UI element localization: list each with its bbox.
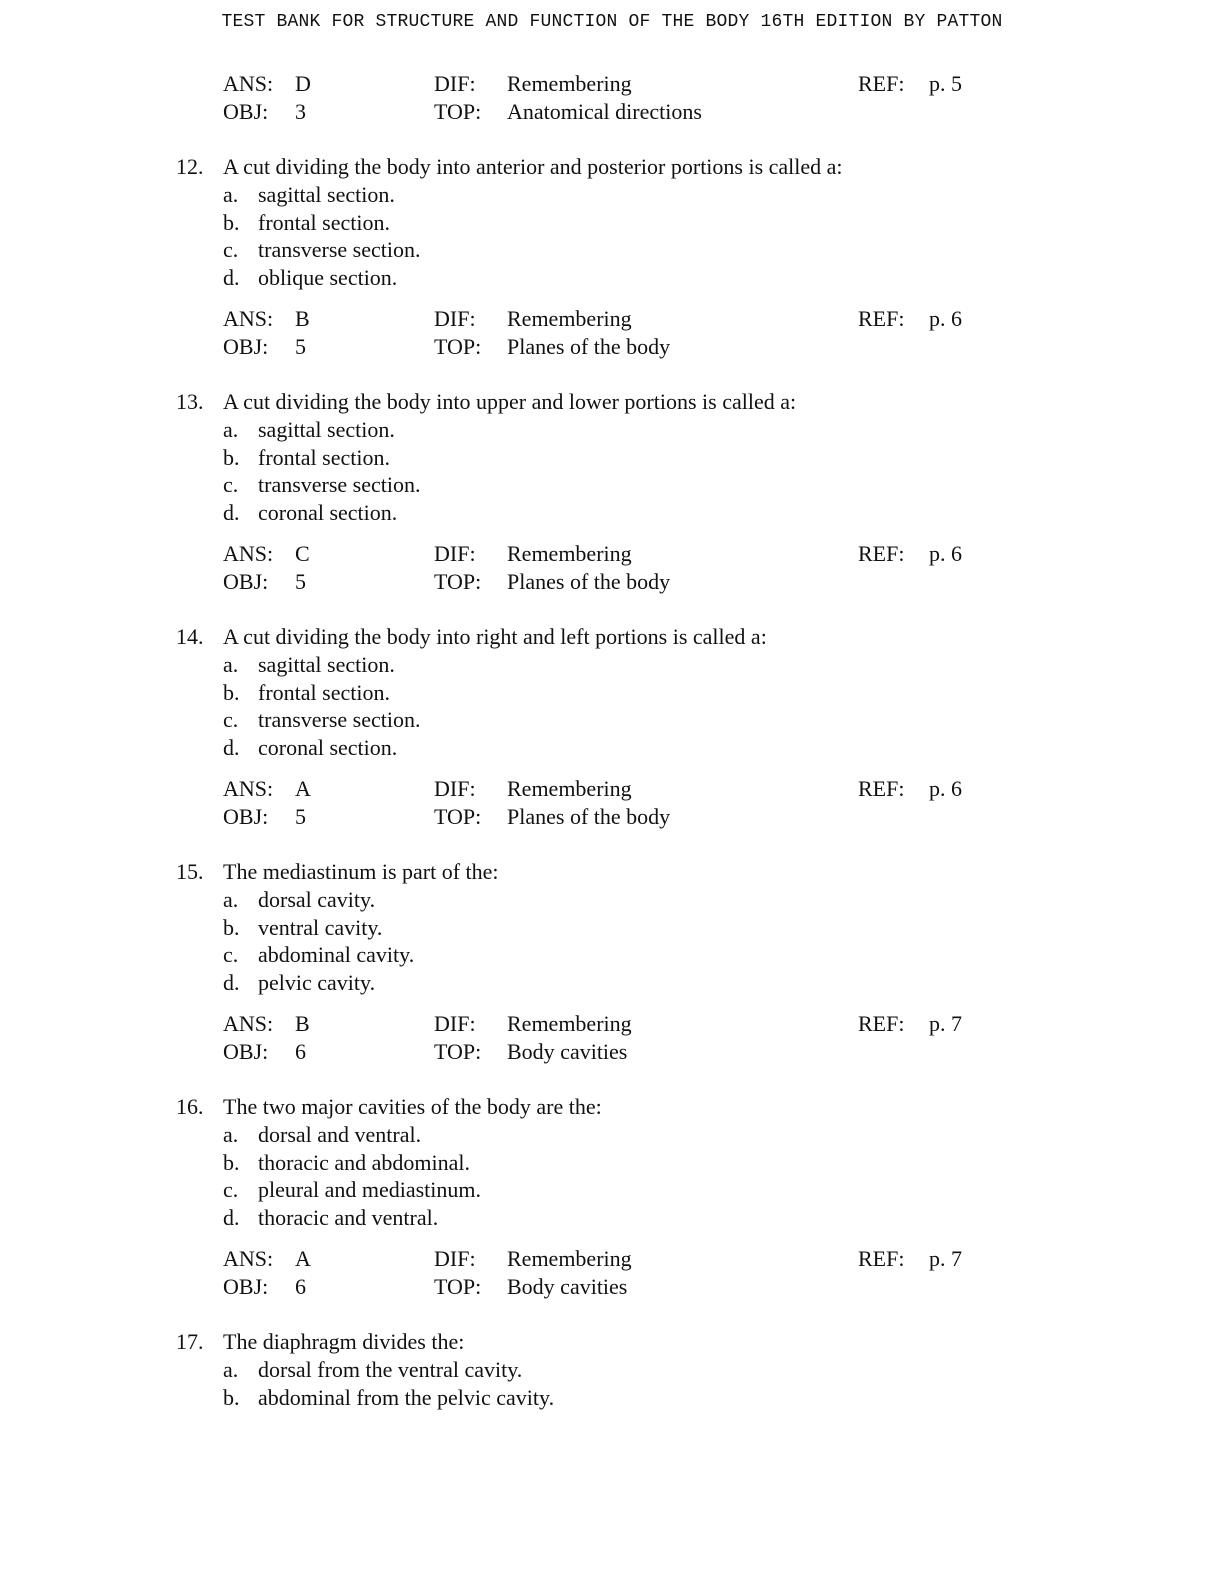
obj-value: 5 — [295, 334, 306, 359]
option-c — [0, 1176, 1224, 1204]
answer-meta — [223, 1245, 983, 1301]
option-letter: d. — [223, 969, 240, 995]
top-value: Planes of the body — [507, 334, 671, 359]
option-letter: b. — [223, 209, 240, 235]
option-c — [0, 471, 1224, 499]
dif-value: Remembering — [507, 776, 632, 801]
question-number: 16. — [176, 1094, 204, 1119]
obj-label: OBJ: — [223, 569, 269, 594]
ans-label: ANS: — [223, 776, 274, 801]
dif-value: Remembering — [507, 1246, 632, 1271]
option-letter: b. — [223, 914, 240, 940]
option-d — [0, 734, 1224, 762]
option-letter: d. — [223, 264, 240, 290]
meta-row-2 — [223, 1038, 983, 1066]
option-letter: a. — [223, 182, 239, 207]
option-letter: d. — [223, 734, 240, 760]
option-letter: a. — [223, 417, 239, 442]
obj-value: 5 — [295, 804, 306, 829]
ref-value: p. 7 — [929, 1011, 962, 1036]
top-label: TOP: — [434, 569, 482, 594]
option-text: frontal section. — [258, 444, 390, 470]
ans-value: A — [295, 1246, 311, 1271]
option-letter: b. — [223, 1149, 240, 1175]
option-text: sagittal section. — [258, 417, 395, 442]
option-text: dorsal cavity. — [258, 887, 376, 912]
question-12 — [0, 153, 1224, 361]
question-number: 15. — [176, 859, 204, 884]
top-label: TOP: — [434, 334, 482, 359]
option-c — [0, 941, 1224, 969]
obj-label: OBJ: — [223, 1274, 269, 1299]
meta-row-1 — [223, 540, 983, 568]
option-b — [0, 914, 1224, 942]
dif-label: DIF: — [434, 776, 476, 801]
obj-value: 5 — [295, 569, 306, 594]
question-line — [0, 1328, 1224, 1356]
question-stem: The mediastinum is part of the: — [223, 859, 499, 884]
ref-value: p. 6 — [929, 776, 962, 801]
question-13 — [0, 388, 1224, 596]
obj-label: OBJ: — [223, 804, 269, 829]
question-14 — [0, 623, 1224, 831]
option-b — [0, 444, 1224, 472]
option-text: thoracic and ventral. — [258, 1204, 439, 1230]
dif-value: Remembering — [507, 541, 632, 566]
question-stem: A cut dividing the body into anterior and posterior portions is called a: — [223, 154, 843, 179]
option-a — [0, 1121, 1224, 1149]
question-line — [0, 388, 1224, 416]
ans-value: D — [295, 71, 311, 96]
obj-label: OBJ: — [223, 334, 269, 359]
question-number: 14. — [176, 624, 204, 649]
question-stem: A cut dividing the body into upper and lower portions is called a: — [223, 389, 797, 414]
question-15 — [0, 858, 1224, 1066]
ref-label: REF: — [858, 541, 905, 566]
question-line — [0, 858, 1224, 886]
option-a — [0, 416, 1224, 444]
option-text: abdominal from the pelvic cavity. — [258, 1384, 555, 1410]
top-value: Planes of the body — [507, 569, 671, 594]
meta-row-2 — [223, 1273, 983, 1301]
ref-value: p. 7 — [929, 1246, 962, 1271]
meta-row-2 — [223, 98, 983, 126]
option-letter: a. — [223, 652, 239, 677]
dif-value: Remembering — [507, 71, 632, 96]
option-text: pleural and mediastinum. — [258, 1177, 481, 1202]
question-line — [0, 153, 1224, 181]
option-text: coronal section. — [258, 734, 398, 760]
dif-label: DIF: — [434, 306, 476, 331]
ref-label: REF: — [858, 1011, 905, 1036]
top-value: Body cavities — [507, 1274, 628, 1299]
answer-meta — [223, 305, 983, 361]
question-stem: The diaphragm divides the: — [223, 1329, 465, 1354]
obj-value: 6 — [295, 1274, 306, 1299]
document-body — [0, 70, 1224, 1411]
option-d — [0, 1204, 1224, 1232]
obj-label: OBJ: — [223, 99, 269, 124]
ans-label: ANS: — [223, 1011, 274, 1036]
dif-value: Remembering — [507, 306, 632, 331]
answer-meta-initial — [223, 70, 983, 126]
ref-value: p. 6 — [929, 541, 962, 566]
question-stem: The two major cavities of the body are the: — [223, 1094, 602, 1119]
top-label: TOP: — [434, 804, 482, 829]
dif-label: DIF: — [434, 71, 476, 96]
top-label: TOP: — [434, 1274, 482, 1299]
meta-row-2 — [223, 333, 983, 361]
meta-row-1 — [223, 70, 983, 98]
dif-label: DIF: — [434, 1011, 476, 1036]
ans-value: C — [295, 541, 310, 566]
ref-label: REF: — [858, 1246, 905, 1271]
top-value: Body cavities — [507, 1039, 628, 1064]
option-text: dorsal and ventral. — [258, 1122, 422, 1147]
dif-label: DIF: — [434, 541, 476, 566]
ans-value: B — [295, 1011, 310, 1036]
option-letter: c. — [223, 707, 239, 732]
option-letter: c. — [223, 1177, 239, 1202]
option-c — [0, 706, 1224, 734]
ref-label: REF: — [858, 306, 905, 331]
option-text: sagittal section. — [258, 182, 395, 207]
option-text: frontal section. — [258, 679, 390, 705]
question-stem: A cut dividing the body into right and left portions is called a: — [223, 624, 767, 649]
obj-value: 3 — [295, 99, 306, 124]
option-letter: a. — [223, 887, 239, 912]
option-letter: b. — [223, 679, 240, 705]
question-16 — [0, 1093, 1224, 1301]
option-text: ventral cavity. — [258, 914, 383, 940]
option-a — [0, 1356, 1224, 1384]
option-letter: d. — [223, 1204, 240, 1230]
dif-label: DIF: — [434, 1246, 476, 1271]
obj-value: 6 — [295, 1039, 306, 1064]
meta-row-2 — [223, 803, 983, 831]
ref-value: p. 6 — [929, 306, 962, 331]
option-text: abdominal cavity. — [258, 942, 415, 967]
option-text: dorsal from the ventral cavity. — [258, 1357, 523, 1382]
answer-meta — [223, 1010, 983, 1066]
answer-meta — [223, 775, 983, 831]
option-b — [0, 1149, 1224, 1177]
option-a — [0, 886, 1224, 914]
option-text: thoracic and abdominal. — [258, 1149, 470, 1175]
option-letter: a. — [223, 1122, 239, 1147]
meta-row-1 — [223, 305, 983, 333]
meta-row-1 — [223, 1010, 983, 1038]
option-letter: a. — [223, 1357, 239, 1382]
option-b — [0, 209, 1224, 237]
option-a — [0, 651, 1224, 679]
option-a — [0, 181, 1224, 209]
option-text: transverse section. — [258, 237, 421, 262]
ans-value: B — [295, 306, 310, 331]
meta-row-2 — [223, 568, 983, 596]
ans-label: ANS: — [223, 1246, 274, 1271]
top-value: Planes of the body — [507, 804, 671, 829]
page-header: TEST BANK FOR STRUCTURE AND FUNCTION OF THE BODY 16TH EDITION BY PATTON — [221, 12, 1003, 32]
option-text: pelvic cavity. — [258, 969, 376, 995]
ans-label: ANS: — [223, 541, 274, 566]
option-text: transverse section. — [258, 472, 421, 497]
question-line — [0, 1093, 1224, 1121]
option-letter: b. — [223, 444, 240, 470]
option-text: sagittal section. — [258, 652, 395, 677]
option-text: transverse section. — [258, 707, 421, 732]
ans-label: ANS: — [223, 71, 274, 96]
top-label: TOP: — [434, 99, 482, 124]
option-letter: c. — [223, 942, 239, 967]
option-d — [0, 264, 1224, 292]
ref-label: REF: — [858, 71, 905, 96]
dif-value: Remembering — [507, 1011, 632, 1036]
option-text: frontal section. — [258, 209, 390, 235]
option-d — [0, 969, 1224, 997]
option-letter: c. — [223, 472, 239, 497]
ref-value: p. 5 — [929, 71, 962, 96]
question-number: 17. — [176, 1329, 204, 1354]
question-17 — [0, 1328, 1224, 1411]
meta-row-1 — [223, 1245, 983, 1273]
meta-row-1 — [223, 775, 983, 803]
ans-label: ANS: — [223, 306, 274, 331]
option-b — [0, 679, 1224, 707]
option-text: coronal section. — [258, 499, 398, 525]
option-d — [0, 499, 1224, 527]
option-b — [0, 1384, 1224, 1412]
answer-meta — [223, 540, 983, 596]
obj-label: OBJ: — [223, 1039, 269, 1064]
option-c — [0, 236, 1224, 264]
top-label: TOP: — [434, 1039, 482, 1064]
question-number: 12. — [176, 154, 204, 179]
top-value: Anatomical directions — [507, 99, 702, 124]
option-letter: d. — [223, 499, 240, 525]
option-letter: b. — [223, 1384, 240, 1410]
ans-value: A — [295, 776, 311, 801]
option-letter: c. — [223, 237, 239, 262]
option-text: oblique section. — [258, 264, 398, 290]
ref-label: REF: — [858, 776, 905, 801]
question-line — [0, 623, 1224, 651]
question-number: 13. — [176, 389, 204, 414]
